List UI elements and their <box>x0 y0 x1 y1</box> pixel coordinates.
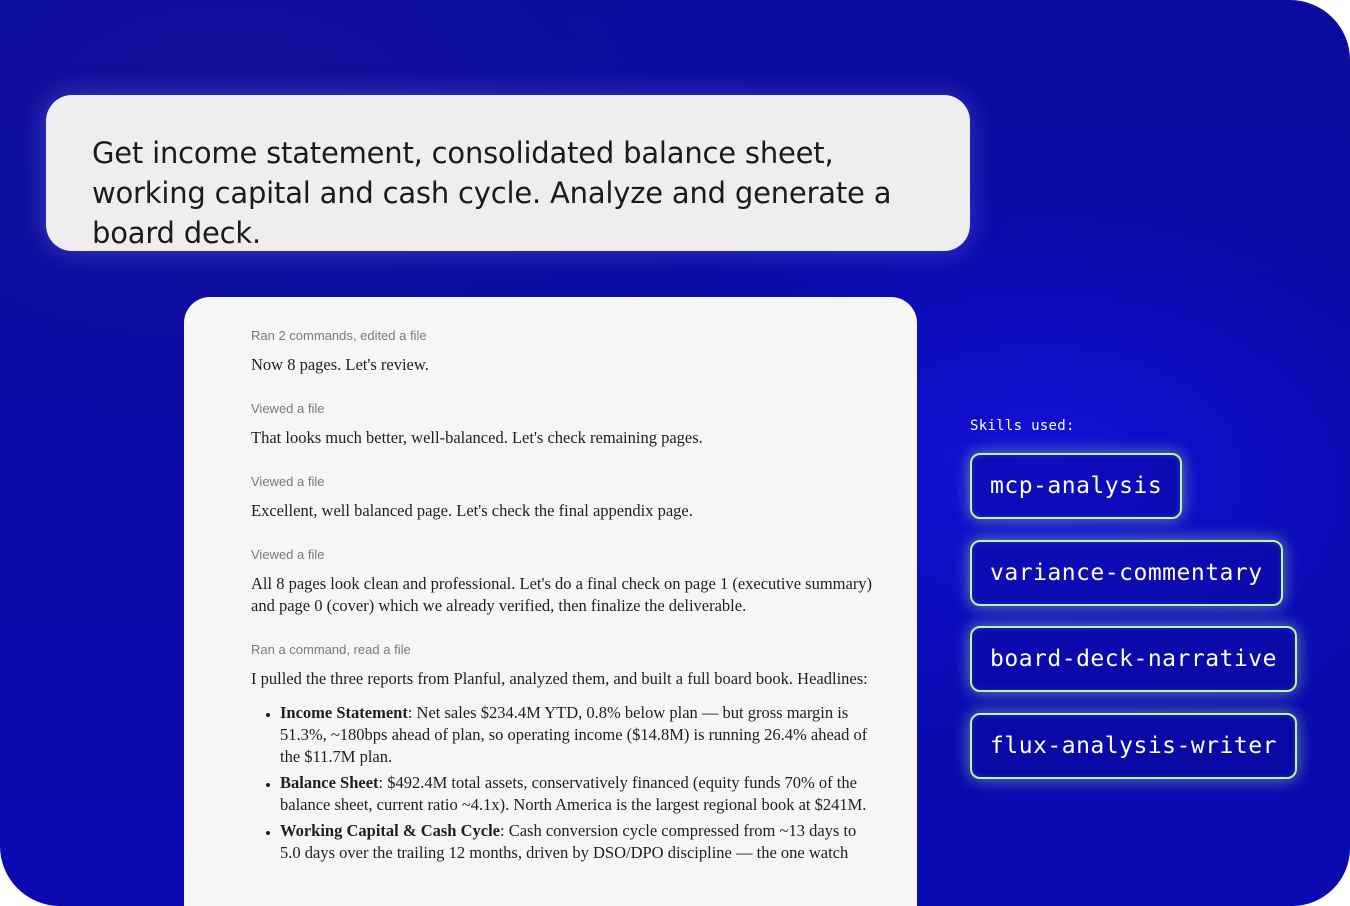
assistant-message: That looks much better, well-balanced. Let's check remaining pages. <box>251 428 703 447</box>
transcript-step <box>251 473 877 522</box>
skill-chip-flux-analysis-writer[interactable]: flux-analysis-writer <box>970 713 1297 779</box>
skills-used-heading: Skills used: <box>970 418 1075 434</box>
tool-activity-label[interactable]: Ran 2 commands, edited a file <box>251 328 427 343</box>
transcript-step <box>251 546 877 617</box>
assistant-transcript-panel <box>184 297 917 906</box>
transcript-step <box>251 400 877 449</box>
skill-chip-board-deck-narrative[interactable]: board-deck-narrative <box>970 626 1297 692</box>
assistant-message: Now 8 pages. Let's review. <box>251 355 429 374</box>
headline-title: Income Statement <box>280 703 408 722</box>
transcript-step <box>251 327 877 376</box>
tool-activity-label[interactable]: Viewed a file <box>251 474 325 489</box>
user-prompt-text: Get income statement, consolidated balance sheet, working capital and cash cycle. Analyze and generate a board deck. <box>92 136 892 250</box>
tool-activity-label[interactable]: Viewed a file <box>251 547 325 562</box>
assistant-message: Excellent, well balanced page. Let's check the final appendix page. <box>251 501 693 520</box>
headline-body: : $492.4M total assets, conservatively financed (equity funds 70% of the balance sheet, current ratio ~4.1x). North America is the largest regional book at $241M. <box>280 773 867 814</box>
user-prompt-bubble <box>46 95 970 251</box>
headline-title: Working Capital & Cash Cycle <box>280 821 501 840</box>
tool-activity-label[interactable]: Ran a command, read a file <box>251 642 411 657</box>
list-item <box>280 772 877 816</box>
transcript-step <box>251 641 877 864</box>
headlines-list <box>251 702 877 864</box>
assistant-message: I pulled the three reports from Planful, analyzed them, and built a full board book. Headlines: <box>251 669 868 688</box>
list-item <box>280 820 877 864</box>
headline-title: Balance Sheet <box>280 773 379 792</box>
skill-chip-mcp-analysis[interactable]: mcp-analysis <box>970 453 1182 519</box>
headline-body: : Net sales $234.4M YTD, 0.8% below plan — but gross margin is 51.3%, ~180bps ahead of plan, so operating income ($14.8M) is running 26.4% ahead of the $11.7M plan. <box>280 703 868 766</box>
skill-chip-variance-commentary[interactable]: variance-commentary <box>970 540 1283 606</box>
tool-activity-label[interactable]: Viewed a file <box>251 401 325 416</box>
assistant-message: All 8 pages look clean and professional. Let's do a final check on page 1 (executive summary) and page 0 (cover) which we already verified, then finalize the deliverable. <box>251 574 873 615</box>
list-item <box>280 702 877 768</box>
headline-body: : Cash conversion cycle compressed from ~13 days to 5.0 days over the trailing 12 months, driven by DSO/DPO discipline — the one watch <box>280 821 857 862</box>
